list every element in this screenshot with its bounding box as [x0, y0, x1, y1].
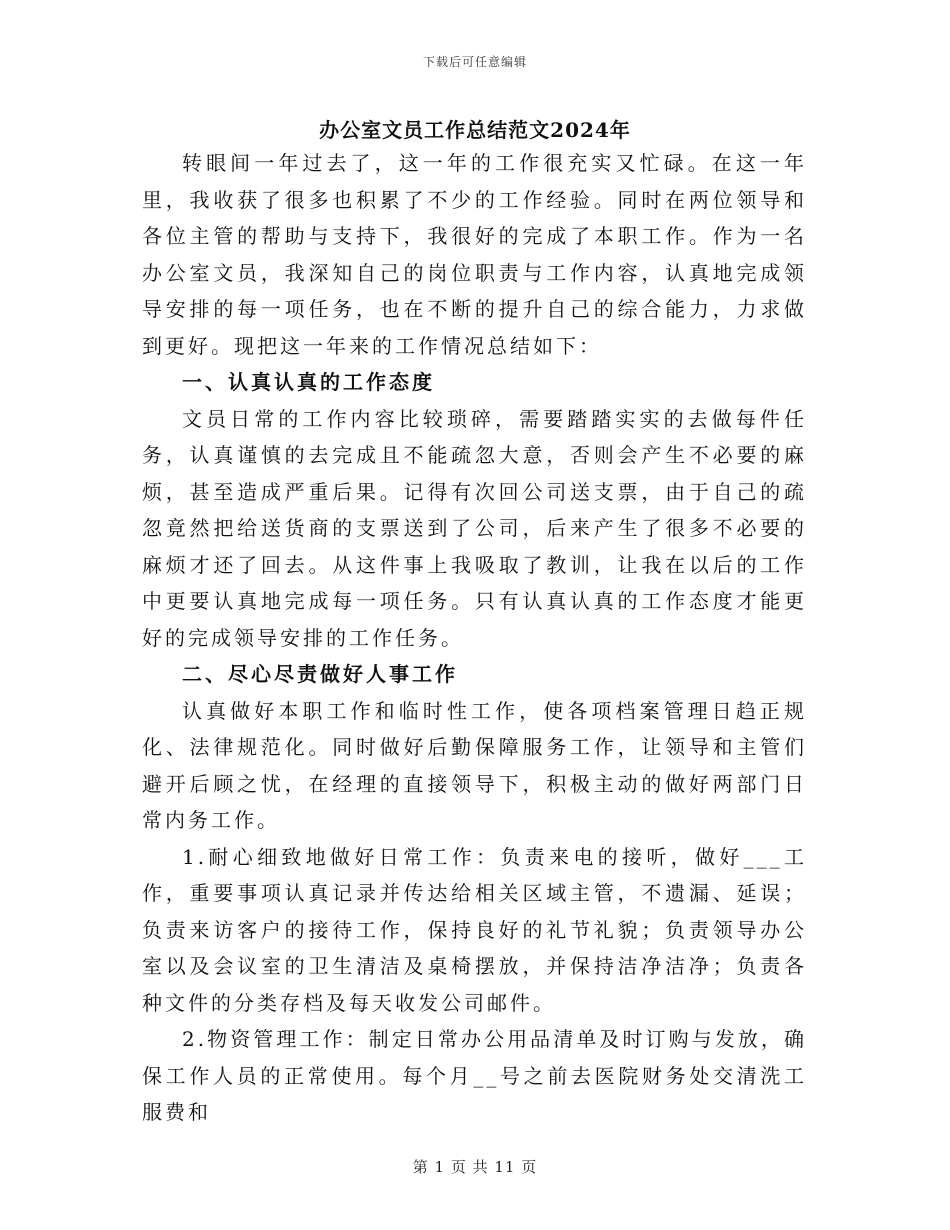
section-1-heading: 一、认真认真的工作态度	[182, 370, 435, 394]
section-2-paragraph: 认真做好本职工作和临时性工作，使各项档案管理日趋正规化、法律规范化。同时做好后勤保障服务工作，让领导和主管们避开后顾之忧，在经理的直接领导下，积极主动的做好两部门日常内务工作。	[142, 698, 807, 832]
document-body	[142, 145, 807, 1131]
section-2-item-2: 2.物资管理工作：制定日常办公用品清单及时订购与发放，确保工作人员的正常使用。每个月__号之前去医院财务处交清洗工服费和	[142, 1027, 807, 1124]
document-title: 办公室文员工作总结范文2024年	[319, 118, 631, 142]
section-2-heading: 二、尽心尽责做好人事工作	[182, 662, 458, 686]
header-note: 下载后可任意编辑	[422, 55, 527, 69]
intro-paragraph: 转眼间一年过去了，这一年的工作很充实又忙碌。在这一年里，我收获了很多也积累了不少的工作经验。同时在两位领导和各位主管的帮助与支持下，我很好的完成了本职工作。作为一名办公室文员，我深知自己的岗位职责与工作内容，认真地完成领导安排的每一项任务，也在不断的提升自己的综合能力，力求做到更好。现把这一年来的工作情况总结如下：	[142, 151, 807, 358]
page-number-footer: 第 1 页 共 11 页	[412, 1158, 538, 1176]
section-1-paragraph: 文员日常的工作内容比较琐碎，需要踏踏实实的去做每件任务，认真谨慎的去完成且不能疏忽大意，否则会产生不必要的麻烦，甚至造成严重后果。记得有次回公司送支票，由于自己的疏忽竟然把给送货商的支票送到了公司，后来产生了很多不必要的麻烦才还了回去。从这件事上我吸取了教训，让我在以后的工作中更要认真地完成每一项任务。只有认真认真的工作态度才能更好的完成领导安排的工作任务。	[142, 406, 807, 650]
section-2-item-1: 1.耐心细致地做好日常工作：负责来电的接听，做好___工作，重要事项认真记录并传达给相关区域主管，不遗漏、延误；负责来访客户的接待工作，保持良好的礼节礼貌；负责领导办公室以及会议室的卫生清洁及桌椅摆放，并保持洁净洁净；负责各种文件的分类存档及每天收发公司邮件。	[142, 844, 807, 1015]
